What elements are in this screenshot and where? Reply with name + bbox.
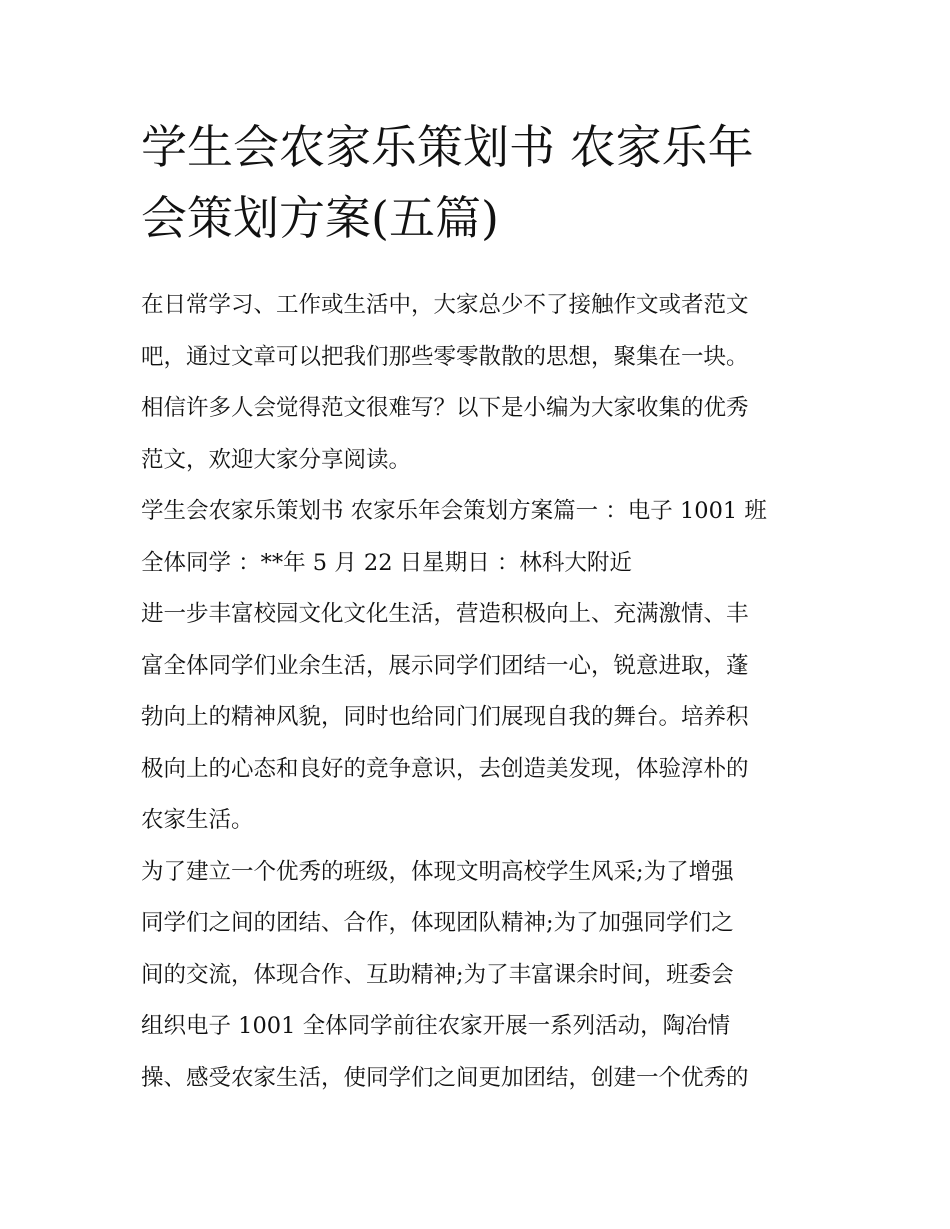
document-title (141, 112, 831, 254)
body-line: 农家生活。 (141, 807, 254, 833)
body-line: 在日常学习、工作或生活中，大家总少不了接触作文或者范文 (141, 292, 749, 318)
body-line: 同学们之间的团结、合作，体现团队精神;为了加强同学们之 (141, 910, 734, 936)
body-line: 富全体同学们业余生活，展示同学们团结一心，锐意进取，蓬 (141, 652, 749, 679)
body-line: 相信许多人会觉得范文很难写？以下是小编为大家收集的优秀 (141, 395, 749, 421)
body-line: 学生会农家乐策划书 农家乐年会策划方案篇一 ：电子 1001 班 (141, 498, 767, 524)
body-line: 组织电子 1001 全体同学前往农家开展一系列活动，陶冶情 (141, 1013, 731, 1039)
title-line: 会策划方案(五篇) (141, 191, 499, 245)
body-line: 勃向上的精神风貌，同时也给同门们展现自我的舞台。培养积 (141, 704, 749, 730)
body-line: 全体同学 ：**年 5 月 22 日星期日 ：林科大附近 (141, 549, 632, 576)
document-body (141, 280, 841, 1104)
title-line: 学生会农家乐策划书 农家乐年 (141, 120, 754, 174)
body-line: 极向上的心态和良好的竞争意识，去创造美发现，体验淳朴的 (141, 755, 749, 782)
body-line: 范文，欢迎大家分享阅读。 (141, 446, 412, 473)
body-line: 为了建立一个优秀的班级，体现文明高校学生风采;为了增强 (141, 858, 734, 885)
body-line: 进一步丰富校园文化文化生活，营造积极向上、充满激情、丰 (141, 601, 749, 627)
body-line: 吧，通过文章可以把我们那些零零散散的思想，聚集在一块。 (141, 343, 749, 370)
body-line: 间的交流，体现合作、互助精神;为了丰富课余时间，班委会 (141, 961, 734, 988)
body-line: 操、感受农家生活，使同学们之间更加团结，创建一个优秀的 (141, 1064, 749, 1091)
